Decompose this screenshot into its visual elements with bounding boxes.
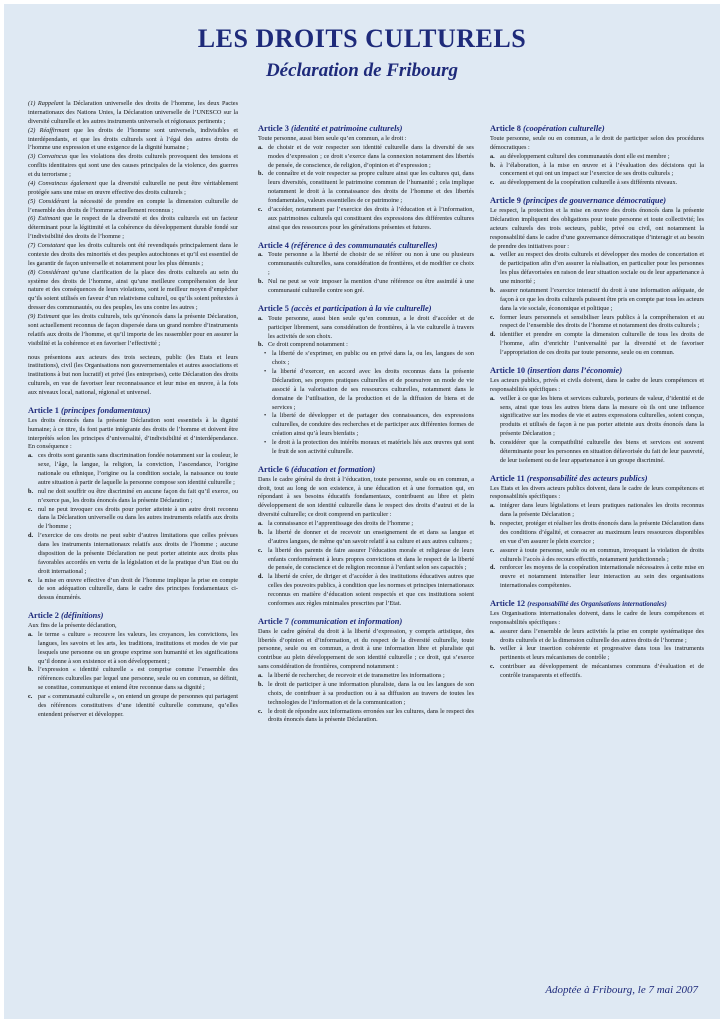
- article-intro: Toute personne, seule ou en commun, a le droit de participer selon des procédures démocratiques :: [490, 134, 704, 151]
- bullet-icon: •: [264, 412, 267, 420]
- article-item: a. intégrer dans leurs législations et leurs pratiques nationales les droits reconnus dans la présente Déclaration ;: [490, 502, 704, 519]
- article-item: c. contribuer au développement de mécanismes communs d’évaluation et de contrôle transparents et effectifs.: [490, 663, 704, 680]
- article-item: b. de connaître et de voir respecter sa propre culture ainsi que les cultures qui, dans leurs diversités, constituent le patrimoine commun de l’humanité ; cela implique notamment le droit à la connaissance des droits de l’homme et des libertés fondamentales, valeurs essentielles de ce patrimoine ;: [258, 170, 474, 205]
- article-item: c. la liberté des parents de faire assurer l’éducation morale et religieuse de leurs enfants conformément à leurs propres convictions et dans le respect de la liberté de pensée, de conscience et de religion reconnue à l’enfant selon ses capacités ;: [258, 546, 474, 572]
- article-item: e. la mise en œuvre effective d’un droit de l’homme implique la prise en compte de son adéquation culturelle, dans le cadre des principes fondamentaux ci-dessus énumérés.: [28, 576, 238, 602]
- article-item: a. de choisir et de voir respecter son identité culturelle dans la diversité de ses modes d’expression ; ce droit s’exerce dans la connexion notamment des libertés de pensée, de conscience, de religion, d’opinion et d’expression ;: [258, 143, 474, 169]
- article-intro: Toute personne, aussi bien seule qu’en commun, a le droit :: [258, 134, 407, 142]
- bullet-item: • la liberté de développer et de partager des connaissances, des expressions culturelles, de conduire des recherches et de participer aux différentes formes de création ainsi qu’à leurs bienfaits ;: [264, 412, 474, 438]
- article-intro: Dans le cadre général du droit à la liberté d’expression, y compris artistique, des libertés d’opinion et d’information, et du respect de la diversité culturelle, toute personne, seule ou en commun, a droit à une information libre et pluraliste qui contribue au plein développement de son identité culturelle ; ce droit, qui s’exerce sans considération de frontières, comprend notamment :: [258, 627, 474, 671]
- preamble-closing: nous présentons aux acteurs des trois secteurs, public (les Etats et leurs institutions), civil (les Organisations non gouvernementales et autres associations et institutions à but non lucratif) et privé (les entreprises), cette Déclaration des droits culturels, en vue de favoriser leur reconnaissance et leur mise en œuvre, à la fois aux niveaux local, national, régional et universel.: [28, 353, 238, 396]
- article-item: a. ces droits sont garantis sans discrimination fondée notamment sur la couleur, le sexe, l’âge, la langue, la religion, la conviction, l’ascendance, l’origine nationale ou ethnique, l’origine ou la condition sociale, la naissance ou toute autre situation à partir de laquelle la personne compose son identité culturelle ;: [28, 452, 238, 486]
- article-item: b. à l’élaboration, à la mise en œuvre et à l’évaluation des décisions qui la concernent et qui ont un impact sur l’exercice de ses droits culturels ;: [490, 161, 704, 178]
- article-item: d. la liberté de créer, de diriger et d’accéder à des institutions éducatives autres que celles des pouvoirs publics, à condition que les normes et principes internationaux reconnus en matière d’éducation soient respectés et que ces institutions soient conformes aux règles minimales prescrites par l’Etat.: [258, 573, 474, 607]
- article-item: d. l’exercice de ces droits ne peut subir d’autres limitations que celles prévues dans les instruments internationaux relatifs aux droits de l’homme ; aucune disposition de la présente Déclaration ne peut porter atteinte aux droits plus favorables accordés en vertu de la législation et de la pratique d’un Etat ou du droit international ;: [28, 532, 238, 575]
- article-item: a. veiller à ce que les biens et services culturels, porteurs de valeur, d’identité et de sens, ainsi que tous les autres biens dans la mesure où ils ont une influence significative sur les modes de vie et autres expressions culturelles, soient conçus, produits et utilisés de façon à ne pas porter atteinte aux droits énoncés dans la présente Déclaration ;: [490, 394, 704, 438]
- article-item: b. l’expression « identité culturelle » est comprise comme l’ensemble des références culturelles par lequel une personne, seule ou en commun, se définit, se constitue, communique et entend être reconnue dans sa dignité ;: [28, 666, 238, 692]
- preamble-item: (8) Considérant qu’une clarification de la place des droits culturels au sein du système des droits de l’homme, ainsi qu’une meilleure compréhension de leur nature et des conséquences de leurs violations, sont le meilleur moyen d’empêcher qu’ils soient utilisés en faveur d’un relativisme culturel, ou qu’ils soient prétextes à dresser des communautés, ou des peuples, les uns contre les autres ;: [28, 268, 239, 312]
- declaration-page: [4, 4, 720, 1019]
- article-heading: Article 11 (responsabilité des acteurs publics): [490, 473, 648, 483]
- article-heading: Article 3 (identité et patrimoine culturels): [258, 124, 403, 133]
- article-item: a. au développement culturel des communautés dont elle est membre ;: [490, 152, 670, 160]
- article-heading: Article 9 (principes de gouvernance démocratique): [490, 196, 667, 206]
- article-item: a. veiller au respect des droits culturels et développer des modes de concertation et de participation afin d’en assurer la réalisation, en particulier pour les personnes les plus défavorisées en raison de leur situation sociale ou de leur appartenance à une minorité ;: [490, 251, 704, 286]
- preamble-item: (2) Réaffirmant que les droits de l’homme sont universels, indivisibles et interdépendants, et que les droits culturels sont à l’égal des autres droits de l’homme une expression et une exigence de la dignité humaine ;: [28, 126, 239, 152]
- article-item: b. Ce droit comprend notamment :: [258, 341, 348, 349]
- article-item: a. Toute personne a la liberté de choisir de se référer ou non à une ou plusieurs communautés culturelles, sans considération de frontières, et de modifier ce choix ;: [258, 251, 474, 277]
- article-7: [258, 617, 474, 726]
- article-intro: Aux fins de la présente déclaration,: [28, 622, 117, 630]
- article-11: [490, 474, 704, 591]
- article-6: [258, 465, 474, 609]
- bullet-icon: •: [264, 350, 267, 358]
- page-title: LES DROITS CULTURELS: [197, 24, 527, 53]
- article-item: c. nul ne peut invoquer ces droits pour porter atteinte à un autre droit reconnu dans la Déclaration universelle ou dans les autres instruments relatifs aux droits de l’homme ;: [28, 505, 238, 531]
- article-12: [490, 599, 704, 681]
- article-heading: Article 8 (coopération culturelle): [490, 124, 605, 133]
- bullet-item: • le droit à la protection des intérêts moraux et matériels liés aux œuvres qui sont le fruit de son activité culturelle.: [264, 439, 474, 455]
- article-item: a. Toute personne, aussi bien seule qu’en commun, a le droit d’accéder et de participer librement, sans considération de frontières, à la vie culturelle à travers les activités de son choix.: [258, 314, 474, 340]
- preamble-item: (1) Rappelant la Déclaration universelle des droits de l’homme, les deux Pactes internationaux des Nations Unies, la Déclaration universelle de l’UNESCO sur la diversité culturelle et les autres instruments universels et régionaux pertinents ;: [28, 100, 239, 125]
- article-item: d. identifier et prendre en compte la dimension culturelle de tous les droits de l’homme, afin d’enrichir l’universalité par la diversité et de favoriser l’appropriation de ces droits par toute personne, seule ou en commun.: [490, 331, 704, 357]
- article-heading: Article 12 (responsabilité des Organisations internationales): [490, 599, 667, 609]
- article-item: b. assurer notamment l’exercice interactif du droit à une information adéquate, de façon à ce que les droits culturels puissent être pris en compte par tous les acteurs dans la vie sociale, économique et politique ;: [490, 286, 704, 312]
- page-subtitle: Déclaration de Fribourg: [265, 60, 459, 81]
- preamble-item: (3) Convaincus que les violations des droits culturels provoquent des tensions et conflits identitaires qui sont une des causes principales de la violence, des guerres et du terrorisme ;: [28, 153, 238, 178]
- adoption-note: Adoptée à Fribourg, le 7 mai 2007: [545, 984, 698, 996]
- article-item: b. la liberté de donner et de recevoir un enseignement de et dans sa langue et d’autres langues, de même qu’un savoir relatif à sa culture et aux autres cultures ;: [258, 528, 474, 545]
- article-item: b. veiller à leur insertion cohérente et progressive dans tous les instruments pertinents et leurs mécanismes de contrôle ;: [490, 645, 704, 662]
- column-3: [490, 124, 704, 681]
- bullet-item: • la liberté d’exercer, en accord avec les droits reconnus dans la présente Déclaration, ses propres pratiques culturelles et de poursuivre un mode de vie associé à la valorisation de ses ressources culturelles, notamment dans le domaine de l’utilisation, de la production et de la diffusion de biens et de services ;: [264, 368, 474, 411]
- article-item: d. renforcer les moyens de la coopération internationale nécessaires à cette mise en œuvre et notamment intensifier leur interaction au sein des organisations internationales compétentes.: [490, 564, 704, 590]
- article-10: [490, 366, 704, 466]
- article-item: c. par « communauté culturelle », on entend un groupe de personnes qui partagent des références constitutives d’une identité culturelle commune, qu’elles entendent préserver et développer.: [28, 693, 238, 718]
- article-9: [490, 196, 704, 358]
- preamble-item: (5) Considérant la nécessité de prendre en compte la dimension culturelle de l’ensemble des droits de l’homme actuellement reconnus ;: [28, 197, 238, 214]
- article-2: [28, 611, 238, 720]
- preamble-item: (6) Estimant que le respect de la diversité et des droits culturels est un facteur déterminant pour la légitimité et la cohérence du développement durable fondé sur l’indivisibilité des droits de l’homme ;: [28, 215, 238, 241]
- article-heading: Article 10 (insertion dans l’économie): [490, 365, 623, 375]
- article-heading: Article 6 (éducation et formation): [258, 464, 376, 474]
- article-heading: Article 5 (accès et participation à la vie culturelle): [258, 303, 432, 313]
- article-intro: Dans le cadre général du droit à l’éducation, toute personne, seule ou en commun, a droit, tout au long de son existence, à une éducation et à une formation qui, en répondant à ses besoins éducatifs fondamentaux, contribuent au libre et plein développement de son identité culturelle dans le respect des droits d’autrui et de la diversité culturelle; ce droit comprend en particulier :: [258, 475, 474, 519]
- article-item: a. la liberté de rechercher, de recevoir et de transmettre les informations ;: [258, 672, 445, 680]
- article-heading: Article 4 (référence à des communautés culturelles): [258, 240, 438, 250]
- article-item: b. considérer que la compatibilité culturelle des biens et services est souvent déterminante pour les personnes en situation défavorisée du fait de leur pauvreté, de leur isolement ou de leur appartenance à un groupe discriminé.: [490, 439, 704, 464]
- bullet-icon: •: [264, 439, 267, 447]
- article-heading: Article 1 (principes fondamentaux): [28, 405, 151, 415]
- article-intro: Les Organisations internationales doivent, dans le cadre de leurs compétences et responsabilités spécifiques :: [490, 609, 704, 626]
- article-4: [258, 241, 474, 296]
- column-1: [28, 100, 238, 720]
- article-item: a. assurer dans l’ensemble de leurs activités la prise en compte systématique des droits culturels et de la dimension culturelle des autres droits de l’homme ;: [490, 627, 704, 644]
- bullet-item: • la liberté de s’exprimer, en public ou en privé dans la, ou les, langues de son choix ;: [264, 350, 474, 367]
- article-item: b. le droit de participer à une information pluraliste, dans la ou les langues de son choix, de contribuer à sa production ou à sa diffusion au travers de toutes les technologies de l’information et de la communication ;: [258, 680, 474, 706]
- preamble: [28, 100, 238, 398]
- article-8: [490, 124, 704, 188]
- article-item: b. Nul ne peut se voir imposer la mention d’une référence ou être assimilé à une communauté culturelle contre son gré.: [258, 278, 474, 294]
- article-item: c. d’accéder, notamment par l’exercice des droits à l’éducation et à l’information, aux patrimoines culturels qui constituent des expressions des différentes cultures ainsi que des ressources pour les générations présentes et futures.: [258, 205, 474, 231]
- article-item: c. former leurs personnels et sensibiliser leurs publics à la compréhension et au respect de l’ensemble des droits de l’homme et notamment des droits culturels ;: [490, 313, 704, 330]
- article-5: [258, 304, 474, 457]
- article-item: b. nul ne doit souffrir ou être discriminé en aucune façon du fait qu’il exerce, ou n’exerce pas, les droits énoncés dans la présente Déclaration ;: [28, 487, 238, 504]
- article-3: [258, 124, 474, 233]
- preamble-item: (9) Estimant que les droits culturels, tels qu’énoncés dans la présente Déclaration, sont actuellement reconnus de façon dispersée dans un grand nombre d’instruments relatifs aux droits de l’homme, et qu’il importe de les rassembler pour en assurer la visibilité et la cohérence et en favoriser l’effectivité ;: [28, 313, 239, 347]
- article-intro: Les droits énoncés dans la présente Déclaration sont essentiels à la dignité humaine; à ce titre, ils font partie intégrante des droits de l’homme et doivent être interprétés selon les principes d’universalité, d’indivisibilité et d’interdépendance. En conséquence :: [28, 416, 238, 451]
- article-item: b. respecter, protéger et réaliser les droits énoncés dans la présente Déclaration dans des conditions d’égalité, et consacrer au maximum leurs ressources disponibles en vue d’en assurer le plein exercice ;: [490, 520, 704, 545]
- preamble-item: (4) Convaincus également que la diversité culturelle ne peut être véritablement protégée sans une mise en œuvre effective des droits culturels ;: [28, 179, 239, 196]
- article-item: c. le droit de répondre aux informations erronées sur les cultures, dans le respect des droits énoncés dans la présente Déclaration.: [258, 707, 474, 724]
- column-2: [258, 124, 474, 725]
- article-item: a. la connaissance et l’apprentissage des droits de l’homme ;: [258, 520, 414, 528]
- article-heading: Article 2 (définitions): [28, 611, 104, 621]
- article-intro: Le respect, la protection et la mise en œuvre des droits énoncés dans la présente Déclaration impliquent des obligations pour toute personne et toute collectivité; les acteurs culturels des trois secteurs, public, privé ou civil, ont notamment la responsabilité dans le cadre d’une gouvernance démocratique d’interagir et au besoin de prendre des initiatives pour :: [490, 207, 704, 250]
- preamble-item: (7) Constatant que les droits culturels ont été revendiqués principalement dans le contexte des droits des minorités et des peuples autochtones et qu’il est essentiel de les garantir de façon universelle et notamment pour les plus démunis ;: [28, 242, 239, 267]
- article-item: c. assurer à toute personne, seule ou en commun, invoquant la violation de droits culturels l’accès à des recours effectifs, notamment juridictionnels ;: [490, 546, 704, 563]
- article-heading: Article 7 (communication et information): [258, 616, 403, 626]
- article-intro: Les acteurs publics, privés et civils doivent, dans le cadre de leurs compétences et responsabilités spécifiques :: [490, 376, 704, 393]
- article-1: [28, 406, 238, 603]
- article-item: c. au développement de la coopération culturelle à ses différents niveaux.: [490, 179, 678, 187]
- article-item: a. le terme « culture » recouvre les valeurs, les croyances, les convictions, les langues, les savoirs et les arts, les traditions, institutions et modes de vie par lesquels une personne ou un groupe exprime son humanité et les significations qu’il donne à son existence et à son développement ;: [28, 630, 238, 665]
- article-intro: Les Etats et les divers acteurs publics doivent, dans le cadre de leurs compétences et responsabilités spécifiques :: [490, 484, 704, 501]
- bullet-icon: •: [264, 368, 267, 376]
